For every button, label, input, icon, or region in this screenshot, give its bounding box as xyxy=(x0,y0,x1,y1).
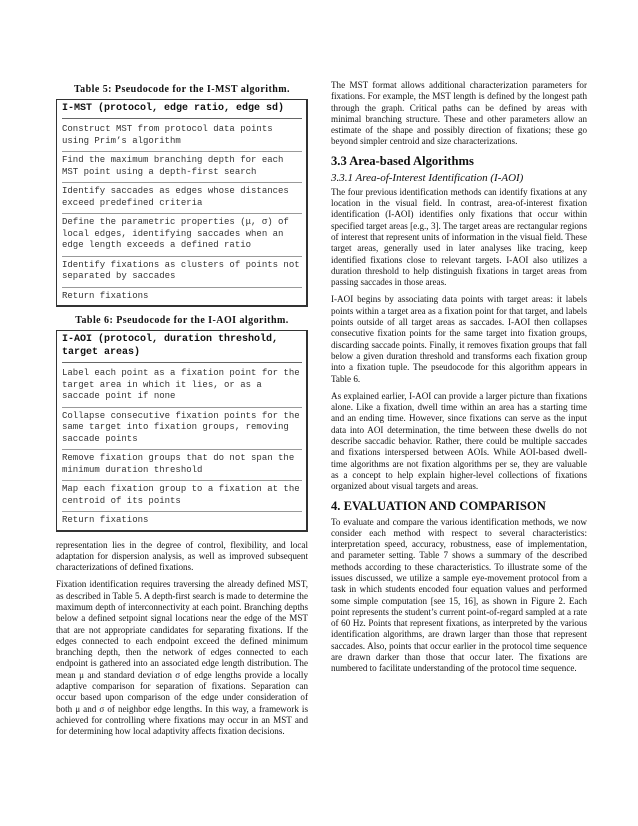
table5-step: Identify fixations as clusters of points not separated by saccades xyxy=(62,257,302,288)
table6-step: Map each fixation group to a fixation at the centroid of its points xyxy=(62,481,302,512)
body-paragraph: Fixation identification requires traversing the already defined MST, as described in Table 5. A depth-first search is made to determine the maximum depth of interconnectivity at each point. Branching depths below a defined setpoint signal locations near the edge of the MST that are not appropriate candidates for separating fixations. If the edges connected to each endpoint exceed the defined minimum branching depth, then the network of edges connected to each endpoint is gathered into an associated edge length distribution. The mean μ and standard deviation σ of edge lengths provide a locally adaptive comparison for separation of fixations. Separation can occur based upon comparison of the edge under consideration of both μ and σ of neighbor edge lengths. In this way, a framework is achieved for controlling where fixations may occur in an MST and for determining how local adaptivity affects fixation decisions. xyxy=(56,579,308,737)
table5-step: Find the maximum branching depth for each MST point using a depth-first search xyxy=(62,152,302,183)
table5-caption: Table 5: Pseudocode for the I-MST algorithm. xyxy=(73,84,290,95)
body-paragraph: To evaluate and compare the various identification methods, we now consider each method with respect to several characteristics: interpretation speed, accuracy, robustness, ease of implementation, and parameter setting. Table 7 shows a summary of the described methods according to these characteristics. To illustrate some of the issues discussed, we utilize a sample eye-movement protocol from a task in which students encoded four equation values and performed some simple computation [see 15, 16], as shown in Figure 2. Each point represents the student’s current point-of-regard sampled at a rate of 60 Hz. Points that represent fixations, as interpreted by the various identification algorithms, are drawn larger than those that represent saccades. Also, points that occur earlier in the protocol time sequence are drawn darker than those that occur later. The fixations are numbered to facilitate understanding of the protocol time sequence. xyxy=(331,516,587,674)
table5-step: Construct MST from protocol data points using Prim’s algorithm xyxy=(62,121,302,152)
left-column xyxy=(56,84,308,744)
table6-step: Collapse consecutive fixation points for the same target into fixation groups, removing saccade points xyxy=(62,408,302,451)
table6-step: Return fixations xyxy=(62,515,149,525)
table5-step: Define the parametric properties (μ, σ) of local edges, identifying saccades when an edge length exceeds a defined ratio xyxy=(62,214,302,257)
section-heading: 3.3 Area-based Algorithms xyxy=(331,153,474,168)
table6-caption: Table 6: Pseudocode for the I-AOI algorithm. xyxy=(75,315,289,326)
table5-pseudocode-box xyxy=(56,99,308,307)
body-paragraph: I-AOI begins by associating data points with target areas: it labels points within a target area as a fixation point for that target, and labels points outside of all target areas as saccades. I-AOI then collapses consecutive fixation points for the same target into fixation groups, discarding saccade points. Finally, it removes fixation groups that fall below a given duration threshold and transforms each fixation group into a fixation tuple. The pseudocode for this algorithm appears in Table 6. xyxy=(331,294,587,384)
section-heading: 4. EVALUATION AND COMPARISON xyxy=(331,498,546,513)
body-paragraph: representation lies in the degree of control, flexibility, and local adaptation for dispersion analysis, as well as improved subsequent characterizations of defined fixations. xyxy=(56,539,308,573)
body-paragraph: As explained earlier, I-AOI can provide a larger picture than fixations alone. Like a fixation, dwell time within an area has a starting time and an ending time. However, since fixations can serve as the input data into AOI determination, the time between these dwells do not describe saccadic behavior. Rather, there could be multiple saccades and fixations interspersed between AOIs. While AOI-based dwell-time algorithms are not fixation algorithms per se, they are valuable as a concept to help explain higher-level collections of fixations organized about visual targets and areas. xyxy=(331,390,587,492)
subsection-heading: 3.3.1 Area-of-Interest Identification (I-AOI) xyxy=(331,171,524,184)
body-paragraph: The MST format allows additional characterization parameters for fixations. For example, the MST length is defined by the longest path through the graph. Critical paths can be defined by areas with minimal branching structure. These and other parameters allow an estimate of the shape and possibly direction of fixations; these go beyond simpler centroid and size characterizations. xyxy=(331,80,587,147)
right-column xyxy=(331,80,587,681)
body-paragraph: The four previous identification methods can identify fixations at any location in the visual field. In contrast, area-of-interest fixation identification (I-AOI) identifies only fixations that occur within specified target areas [e.g., 3]. The target areas are rectangular regions of interest that represent units of information in the visual field. These target areas, generally used in later analyses like tracing, keep identified fixations close to relevant targets. I-AOI also utilizes a duration threshold to help distinguish fixations in target areas from passing saccades in those areas. xyxy=(331,186,587,288)
table6-step: Label each point as a fixation point for the target area in which it lies, or as a saccade point if none xyxy=(62,365,302,408)
table6-signature: I-AOI (protocol, duration threshold, target areas) xyxy=(62,333,302,363)
table5-step: Return fixations xyxy=(62,290,149,301)
table5-step: Identify saccades as edges whose distances exceed predefined criteria xyxy=(62,183,302,214)
table6-pseudocode-box xyxy=(56,330,308,532)
table5-signature: I-MST (protocol, edge ratio, edge sd) xyxy=(62,102,302,119)
table6-step: Remove fixation groups that do not span the minimum duration threshold xyxy=(62,450,302,481)
